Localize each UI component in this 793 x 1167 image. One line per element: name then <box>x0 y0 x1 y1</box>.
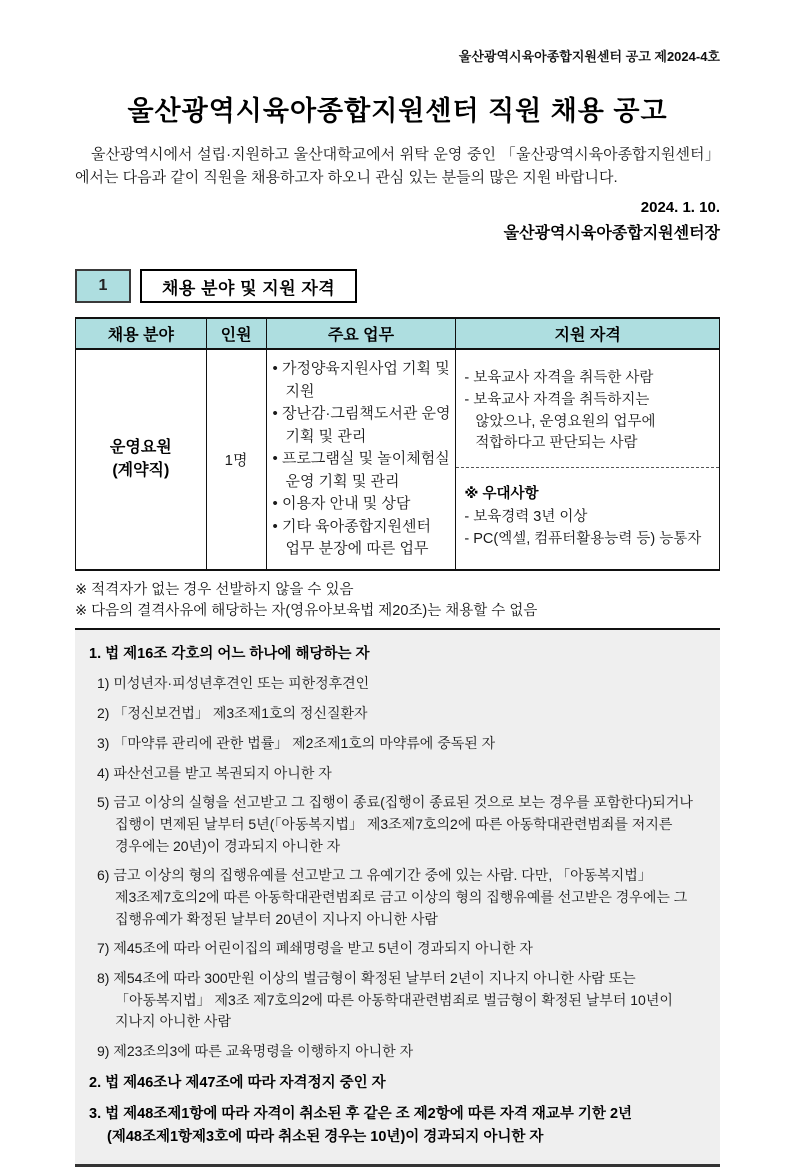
qualification-item: - 보육교사 자격을 취득한 사람 <box>464 368 713 390</box>
disqualification-subitem: 1) 미성년자·피성년후견인 또는 피한정후견인 <box>97 675 370 692</box>
disqualification-subitem: 8) 제54조에 따라 300만원 이상의 벌금형이 확정된 날부터 2년이 지나지 아니한 사람 또는 「아동복지법」 제3조 제7호의2에 따른 아동학대관련범죄로 벌금형이 확정된 날부터 10년이 지나지 아니한 사람 <box>97 970 673 1030</box>
col-header-duties: 주요 업무 <box>266 318 456 349</box>
cell-qualifications <box>456 349 720 570</box>
intro-paragraph: 울산광역시에서 설립·지원하고 울산대학교에서 위탁 운영 중인 「울산광역시육아종합지원센터」에서는 다음과 같이 직원을 채용하고자 하오니 관심 있는 분들의 많은 지원 바랍니다. <box>75 146 720 186</box>
field-contract-type: (계약직) <box>112 462 170 480</box>
preferred-section <box>456 468 719 561</box>
duty-item: • 이용자 안내 및 상담 <box>273 493 452 516</box>
note-line: ※ 다음의 결격사유에 해당하는 자(영유아보육법 제20조)는 채용할 수 없음 <box>75 603 538 620</box>
col-header-headcount: 인원 <box>206 318 266 349</box>
preferred-item: - 보육경력 3년 이상 <box>464 507 713 529</box>
duty-item: • 프로그램실 및 놀이체험실 운영 기획 및 관리 <box>273 448 452 493</box>
note-line: ※ 적격자가 없는 경우 선발하지 않을 수 있음 <box>75 581 354 598</box>
preferred-title: ※ 우대사항 <box>464 486 539 502</box>
disqualification-item-1: 1. 법 제16조 각호의 어느 하나에 해당하는 자 <box>89 646 370 662</box>
duty-item: • 가정양육지원사업 기획 및 지원 <box>273 358 452 403</box>
notes <box>75 580 720 624</box>
section-number-badge: 1 <box>75 269 131 303</box>
col-header-qualification: 지원 자격 <box>456 318 720 349</box>
cell-duties <box>266 349 456 570</box>
announcement-date: 2024. 1. 10. <box>640 199 720 216</box>
recruitment-table <box>75 317 720 571</box>
duty-item: • 기타 육아종합지원센터 업무 분장에 따른 업무 <box>273 516 452 561</box>
disqualification-subitem: 5) 금고 이상의 실형을 선고받고 그 집행이 종료(집행이 종료된 것으로 보는 경우를 포함한다)되거나 집행이 면제된 날부터 5년(「아동복지법」 제3조제7호의2에 따른 아동학대관련범죄를 저지른 경우에는 20년)이 경과되지 아니한 자 <box>97 794 693 854</box>
page-title: 울산광역시육아종합지원센터 직원 채용 공고 <box>127 96 668 126</box>
cell-recruit-field <box>76 349 207 570</box>
duty-item: • 장난감·그림책도서관 운영 기획 및 관리 <box>273 403 452 448</box>
duty-list <box>273 358 452 561</box>
disqualification-item-3: 3. 법 제48조제1항에 따라 자격이 취소된 후 같은 조 제2항에 따른 자격 재교부 기한 2년(제48조제1항제3호에 따라 취소된 경우는 10년)이 경과되지 아니한 자 <box>89 1106 633 1145</box>
field-name: 운영요원 <box>109 439 172 457</box>
table-row <box>76 349 720 570</box>
disqualification-subitem: 2) 「정신보건법」 제3조제1호의 정신질환자 <box>97 705 368 722</box>
doc-number: 울산광역시육아종합지원센터 공고 제2024-4호 <box>458 49 720 64</box>
disqualification-subitem: 3) 「마약류 관리에 관한 법률」 제2조제1호의 마약류에 중독된 자 <box>97 734 496 751</box>
disqualification-subitem: 6) 금고 이상의 형의 집행유예를 선고받고 그 유예기간 중에 있는 사람. 다만, 「아동복지법」 제3조제7호의2에 따른 아동학대관련범죄로 금고 이상의 형의 집행유예를 선고받은 경우에는 그 집행유예가 확정된 날부터 20년이 지나지 아니한 사람 <box>97 867 688 927</box>
table-header-row <box>76 318 720 349</box>
disqualification-subitem: 4) 파산선고를 받고 복권되지 아니한 자 <box>97 764 332 781</box>
cell-headcount: 1명 <box>206 349 266 570</box>
disqualification-box <box>75 628 720 1167</box>
signature: 울산광역시육아종합지원센터장 <box>503 225 720 242</box>
qualification-list <box>456 358 719 468</box>
disqualification-subitem: 7) 제45조에 따라 어린이집의 폐쇄명령을 받고 5년이 경과되지 아니한 자 <box>97 940 533 957</box>
disqualification-item-2: 2. 법 제46조나 제47조에 따라 자격정지 중인 자 <box>89 1074 386 1091</box>
col-header-field: 채용 분야 <box>76 318 207 349</box>
section-1-header <box>75 269 720 303</box>
preferred-item: - PC(엑셀, 컴퓨터활용능력 등) 능통자 <box>464 529 713 551</box>
section-title: 채용 분야 및 지원 자격 <box>140 269 357 303</box>
qualification-item: - 보육교사 자격을 취득하지는 않았으나, 운영요원의 업무에 적합하다고 판단되는 사람 <box>464 390 713 455</box>
disqualification-subitem: 9) 제23조의3에 따른 교육명령을 이행하지 아니한 자 <box>97 1043 414 1060</box>
